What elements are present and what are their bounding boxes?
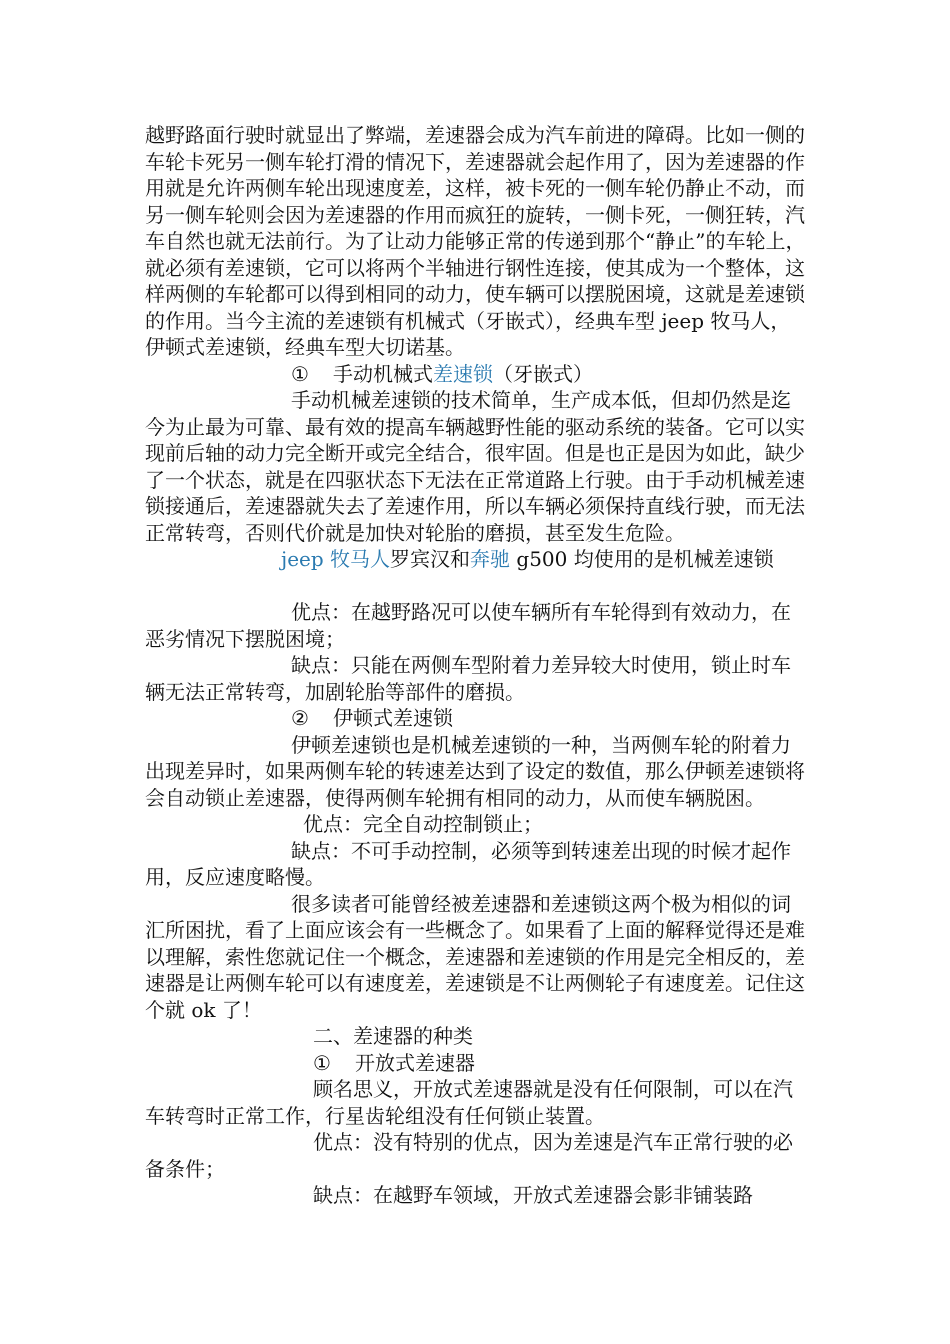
- paragraph-open-differential-cons: 缺点：在越野车领域，开放式差速器会影非铺装路: [313, 1183, 753, 1207]
- document-body: [145, 122, 810, 1209]
- paragraph-differential-drawback: 越野路面行驶时就显出了弊端，差速器会成为汽车前进的障碍。比如一侧的车轮卡死另一侧车轮打滑的情况下，差速器就会起作用了，因为差速器的作用就是允许两侧车轮出现速度差，这样，被卡死的一侧车轮仍静止不动，而另一侧车轮则会因为差速器的作用而疯狂的旋转，一侧卡死，一侧狂转，汽车自然也就无法前行。为了让动力能够正常的传递到那个“静止”的车轮上，就必须有差速锁，它可以将两个半轴进行钢性连接，使其成为一个整体，这样两侧的车轮都可以得到相同的动力，使车辆可以摆脱困境，这就是差速锁的作用。当今主流的差速锁有机械式（牙嵌式），经典车型 jeep 牧马人，伊顿式差速锁，经典车型大切诺基。: [145, 123, 806, 359]
- heading-manual-mechanical-lock: ① 手动机械式差速锁（牙嵌式）: [291, 361, 593, 386]
- circled-number-2: ②: [291, 706, 309, 730]
- paragraph-summary: 很多读者可能曾经被差速器和差速锁这两个极为相似的词汇所困扰，看了上面应该会有一些概念了。如果看了上面的解释觉得还是难以理解，索性您就记住一个概念，差速器和差速锁的作用是完全相反的，差速器是让两侧车轮可以有速度差，差速锁是不让两侧轮子有速度差。记住这个就 ok 了！: [145, 891, 805, 1022]
- circled-number-1b: ①: [313, 1050, 331, 1075]
- image-caption: jeep 牧马人罗宾汉和奔驰 g500 均使用的是机械差速锁: [281, 547, 774, 571]
- paragraph-eaton-lock-cons: 缺点：不可手动控制，必须等到转速差出现的时候才起作用，反应速度略慢。: [145, 838, 791, 889]
- circled-number-1: ①: [291, 361, 309, 386]
- paragraph-eaton-lock-pros: 优点：完全自动控制锁止；: [303, 812, 543, 836]
- heading-differential-types: 二、差速器的种类: [313, 1024, 473, 1048]
- paragraph-manual-lock-description: 手动机械差速锁的技术简单，生产成本低，但却仍然是迄今为止最为可靠、最有效的提高车辆越野性能的驱动系统的装备。它可以实现前后轴的动力完全断开或完全结合，很牢固。但是也正是因为如此，缺少了一个状态，就是在四驱状态下无法在正常道路上行驶。由于手动机械差速锁接通后，差速器就失去了差速作用，所以车辆必须保持直线行驶，而无法正常转弯，否则代价就是加快对轮胎的磨损，甚至发生危险。: [145, 388, 805, 545]
- heading-eaton-lock: ② 伊顿式差速锁: [291, 706, 453, 730]
- paragraph-manual-lock-pros: 优点：在越野路况可以使车辆所有车轮得到有效动力，在恶劣情况下摆脱困境；: [145, 600, 791, 651]
- blank-line: [145, 573, 810, 600]
- heading-open-differential: ① 开放式差速器: [313, 1050, 475, 1075]
- link-jeep-wrangler[interactable]: jeep 牧马人: [281, 547, 391, 571]
- paragraph-open-differential-description: 顾名思义，开放式差速器就是没有任何限制，可以在汽车转弯时正常工作，行星齿轮组没有任何锁止装置。: [145, 1077, 793, 1128]
- paragraph-eaton-lock-description: 伊顿差速锁也是机械差速锁的一种，当两侧车轮的附着力出现差异时，如果两侧车轮的转速差达到了设定的数值，那么伊顿差速锁将会自动锁止差速器，使得两侧车轮拥有相同的动力，从而使车辆脱困。: [145, 732, 805, 810]
- paragraph-open-differential-pros: 优点：没有特别的优点，因为差速是汽车正常行驶的必备条件；: [145, 1130, 793, 1181]
- link-mercedes-benz[interactable]: 奔驰: [470, 547, 511, 571]
- link-differential-lock[interactable]: 差速锁: [433, 361, 493, 386]
- paragraph-manual-lock-cons: 缺点：只能在两侧车型附着力差异较大时使用，锁止时车辆无法正常转弯，加剧轮胎等部件的磨损。: [145, 653, 791, 704]
